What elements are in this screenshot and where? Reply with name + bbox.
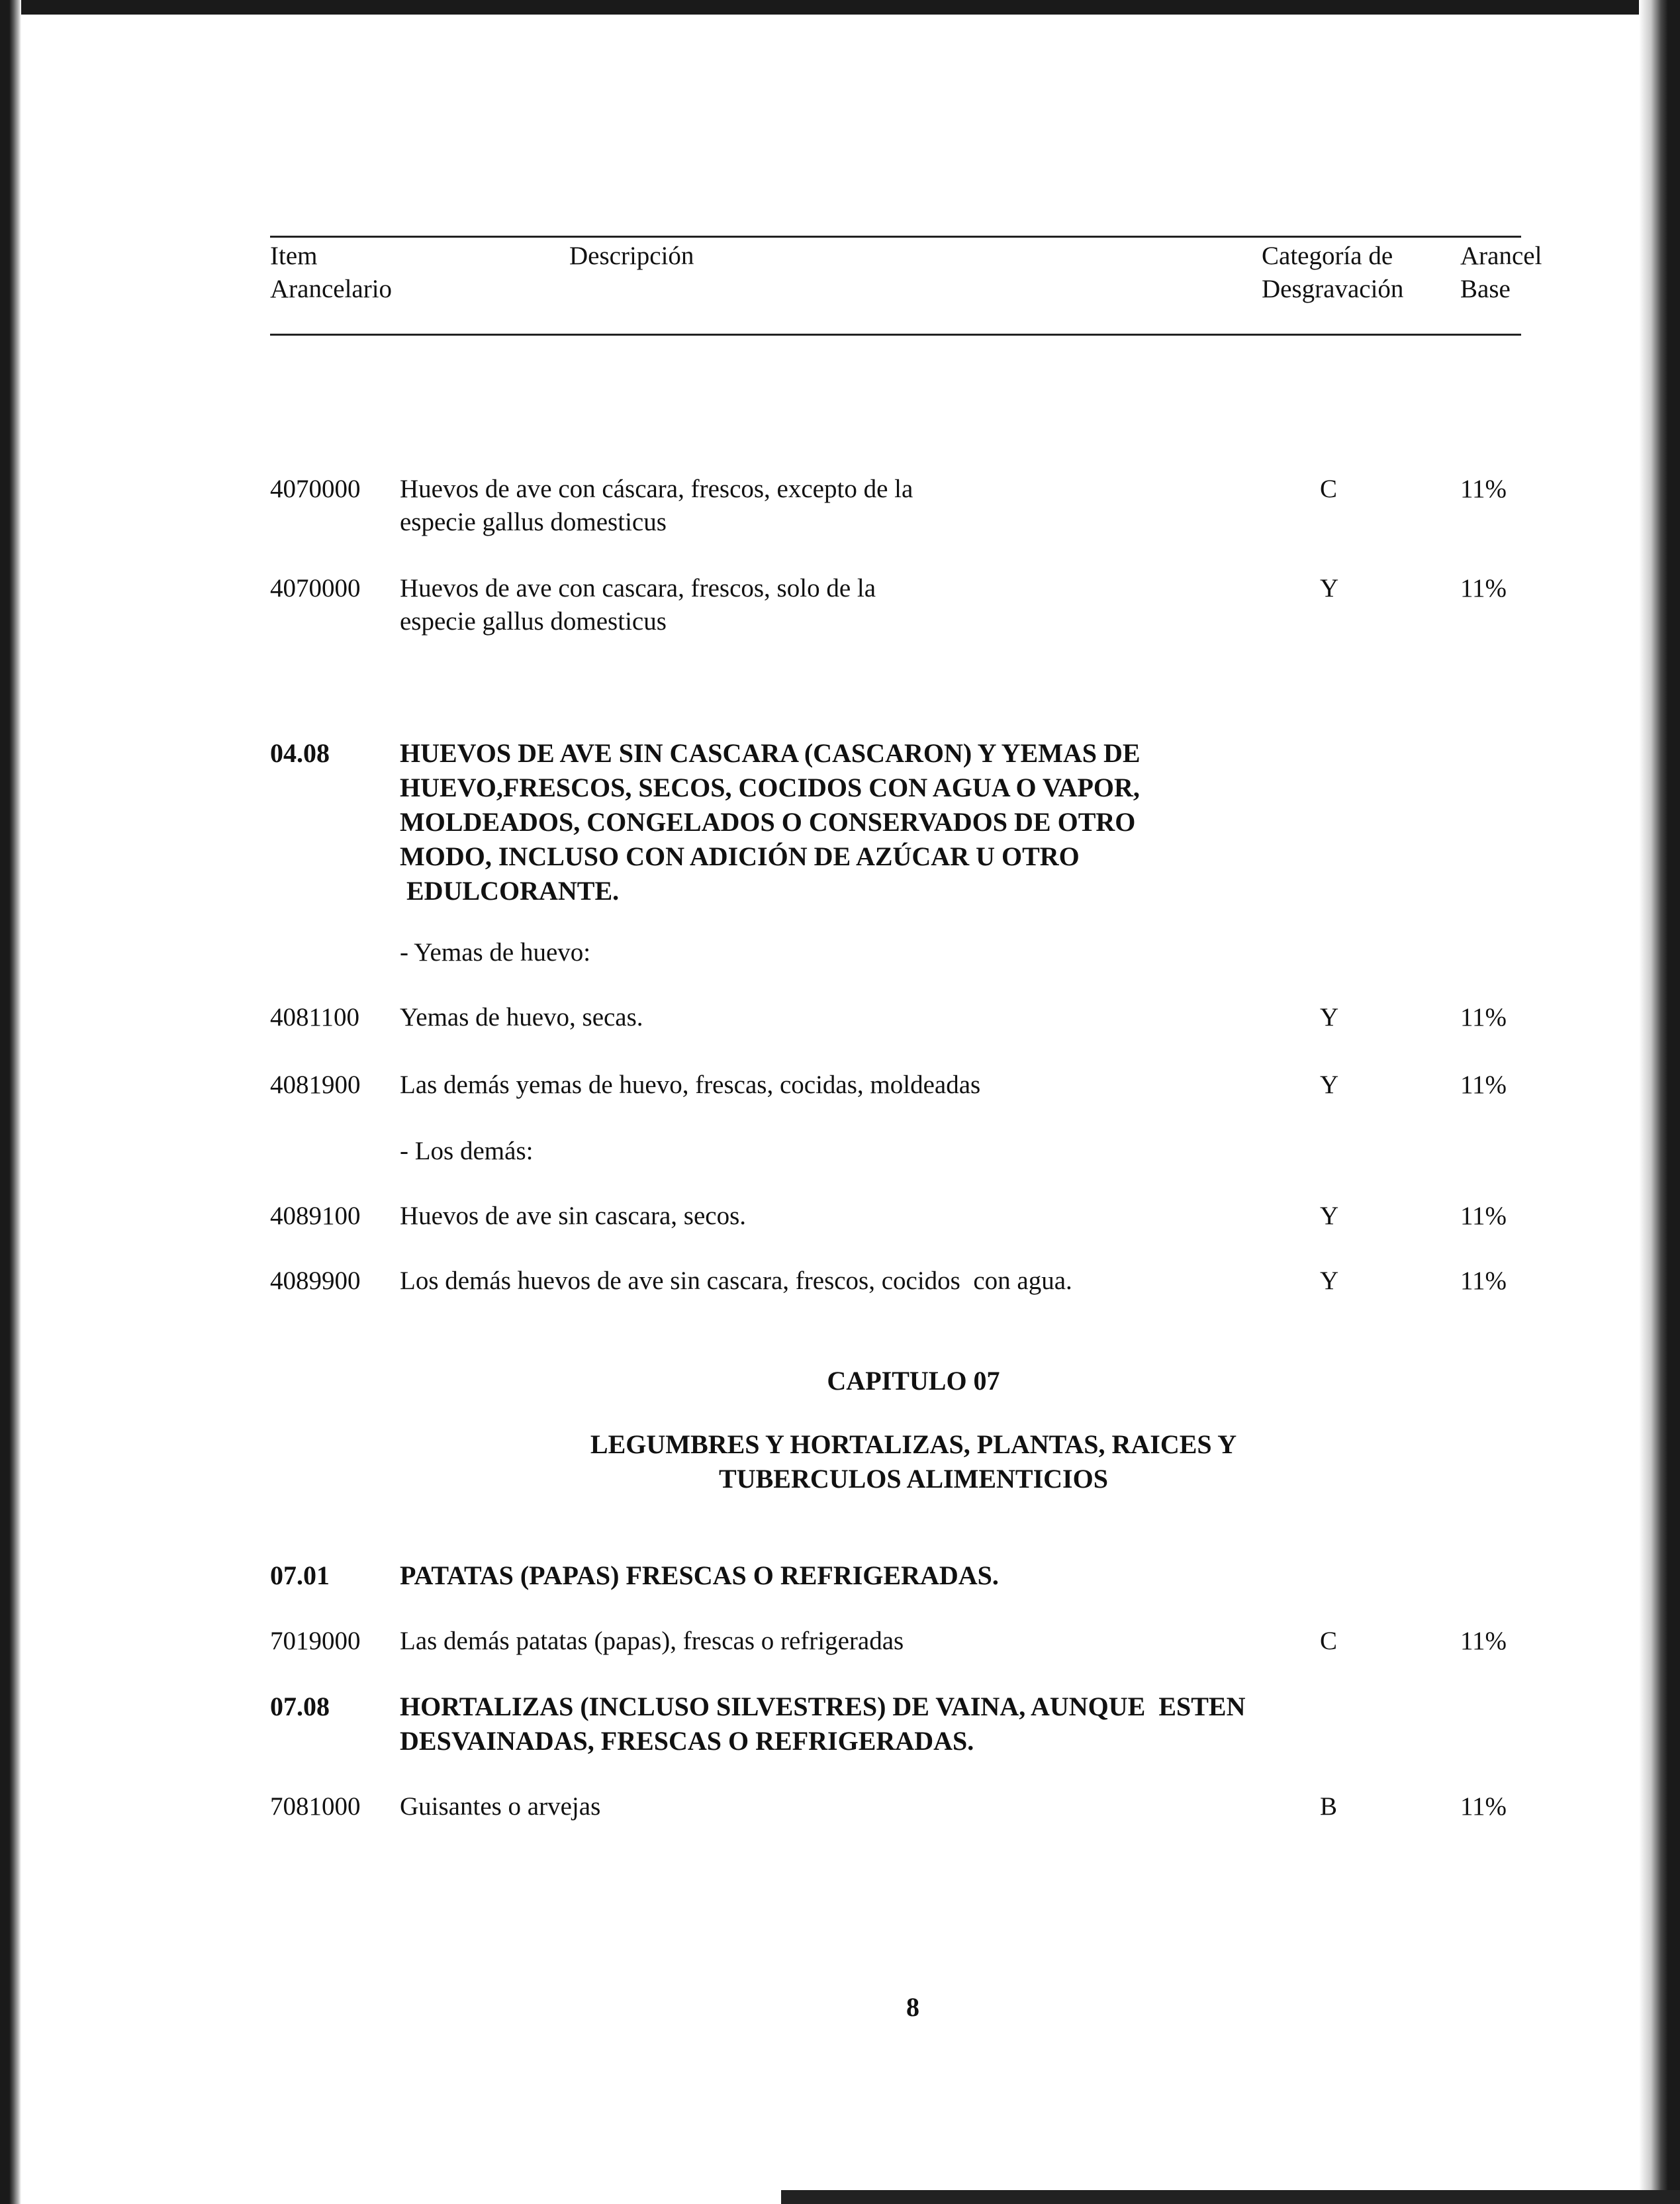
subheading-yemas: - Yemas de huevo: (400, 938, 591, 967)
heading-text-line: MOLDEADOS, CONGELADOS O CONSERVADOS DE OTRO (400, 807, 1136, 837)
row-rate: 11% (1460, 1071, 1507, 1099)
row-description: Guisantes o arvejas (400, 1792, 601, 1821)
row-description: Las demás yemas de huevo, frescas, cocidas, moldeadas (400, 1071, 981, 1099)
header-top-rule (270, 236, 1521, 238)
row-description: Huevos de ave sin cascara, secos. (400, 1202, 747, 1230)
heading-text-line: HUEVO,FRESCOS, SECOS, COCIDOS CON AGUA O VAPOR, (400, 773, 1140, 802)
scan-edge-bottom (781, 2190, 1680, 2204)
heading-text-line: MODO, INCLUSO CON ADICIÓN DE AZÚCAR U OTRO (400, 841, 1080, 871)
heading-text-line: PATATAS (PAPAS) FRESCAS O REFRIGERADAS. (400, 1560, 999, 1590)
row-description: Huevos de ave con cáscara, frescos, excepto de la (400, 475, 913, 503)
heading-code: 07.01 (270, 1560, 330, 1590)
page-number: 8 (906, 1992, 919, 2022)
header-bottom-rule (270, 334, 1521, 336)
scan-edge-right (1639, 0, 1680, 2204)
row-code: 4081100 (270, 1003, 360, 1031)
row-code: 4070000 (270, 574, 361, 602)
heading-code: 07.08 (270, 1692, 330, 1721)
heading-code: 04.08 (270, 738, 330, 768)
row-description: Las demás patatas (papas), frescas o refrigeradas (400, 1627, 904, 1655)
header-descripcion: Descripción (569, 242, 694, 270)
row-description: Los demás huevos de ave sin cascara, frescos, cocidos con agua. (400, 1267, 1072, 1295)
row-category: Y (1320, 1071, 1339, 1099)
row-category: Y (1320, 1003, 1339, 1031)
row-description-cont: especie gallus domesticus (400, 607, 667, 636)
row-code: 4081900 (270, 1071, 361, 1099)
header-arancel-line2: Base (1460, 275, 1511, 303)
row-rate: 11% (1460, 1202, 1507, 1230)
heading-text-line: EDULCORANTE. (400, 876, 620, 906)
row-rate: 11% (1460, 1792, 1507, 1821)
heading-text-line: HORTALIZAS (INCLUSO SILVESTRES) DE VAINA, AUNQUE ESTEN (400, 1692, 1246, 1721)
header-item-line2: Arancelario (270, 275, 393, 303)
row-code: 4089900 (270, 1267, 361, 1295)
subheading-demas: - Los demás: (400, 1137, 534, 1165)
row-code: 4089100 (270, 1202, 361, 1230)
chapter-title: CAPITULO 07 (827, 1366, 1000, 1396)
row-code: 4070000 (270, 475, 361, 503)
row-category: Y (1320, 1267, 1339, 1295)
header-arancel-line1: Arancel (1460, 242, 1542, 270)
row-code: 7081000 (270, 1792, 361, 1821)
row-rate: 11% (1460, 475, 1507, 503)
row-rate: 11% (1460, 1003, 1507, 1031)
row-rate: 11% (1460, 1267, 1507, 1295)
row-description-cont: especie gallus domesticus (400, 508, 667, 536)
row-description: Huevos de ave con cascara, frescos, solo de la (400, 574, 876, 602)
row-category: Y (1320, 574, 1339, 602)
row-category: Y (1320, 1202, 1339, 1230)
heading-text-line: HUEVOS DE AVE SIN CASCARA (CASCARON) Y YEMAS DE (400, 738, 1141, 768)
chapter-subtitle-line2: TUBERCULOS ALIMENTICIOS (719, 1464, 1108, 1494)
row-code: 7019000 (270, 1627, 361, 1655)
scan-edge-top (0, 0, 1680, 15)
scan-edge-left (0, 0, 21, 2204)
row-category: C (1320, 475, 1338, 503)
header-item-line1: Item (270, 242, 318, 270)
row-rate: 11% (1460, 574, 1507, 602)
row-rate: 11% (1460, 1627, 1507, 1655)
header-categoria-line2: Desgravación (1262, 275, 1404, 303)
row-category: C (1320, 1627, 1338, 1655)
chapter-subtitle-line1: LEGUMBRES Y HORTALIZAS, PLANTAS, RAICES Y (590, 1429, 1237, 1459)
row-description: Yemas de huevo, secas. (400, 1003, 643, 1031)
row-category: B (1320, 1792, 1338, 1821)
header-categoria-line1: Categoría de (1262, 242, 1393, 270)
heading-text-line: DESVAINADAS, FRESCAS O REFRIGERADAS. (400, 1726, 974, 1756)
